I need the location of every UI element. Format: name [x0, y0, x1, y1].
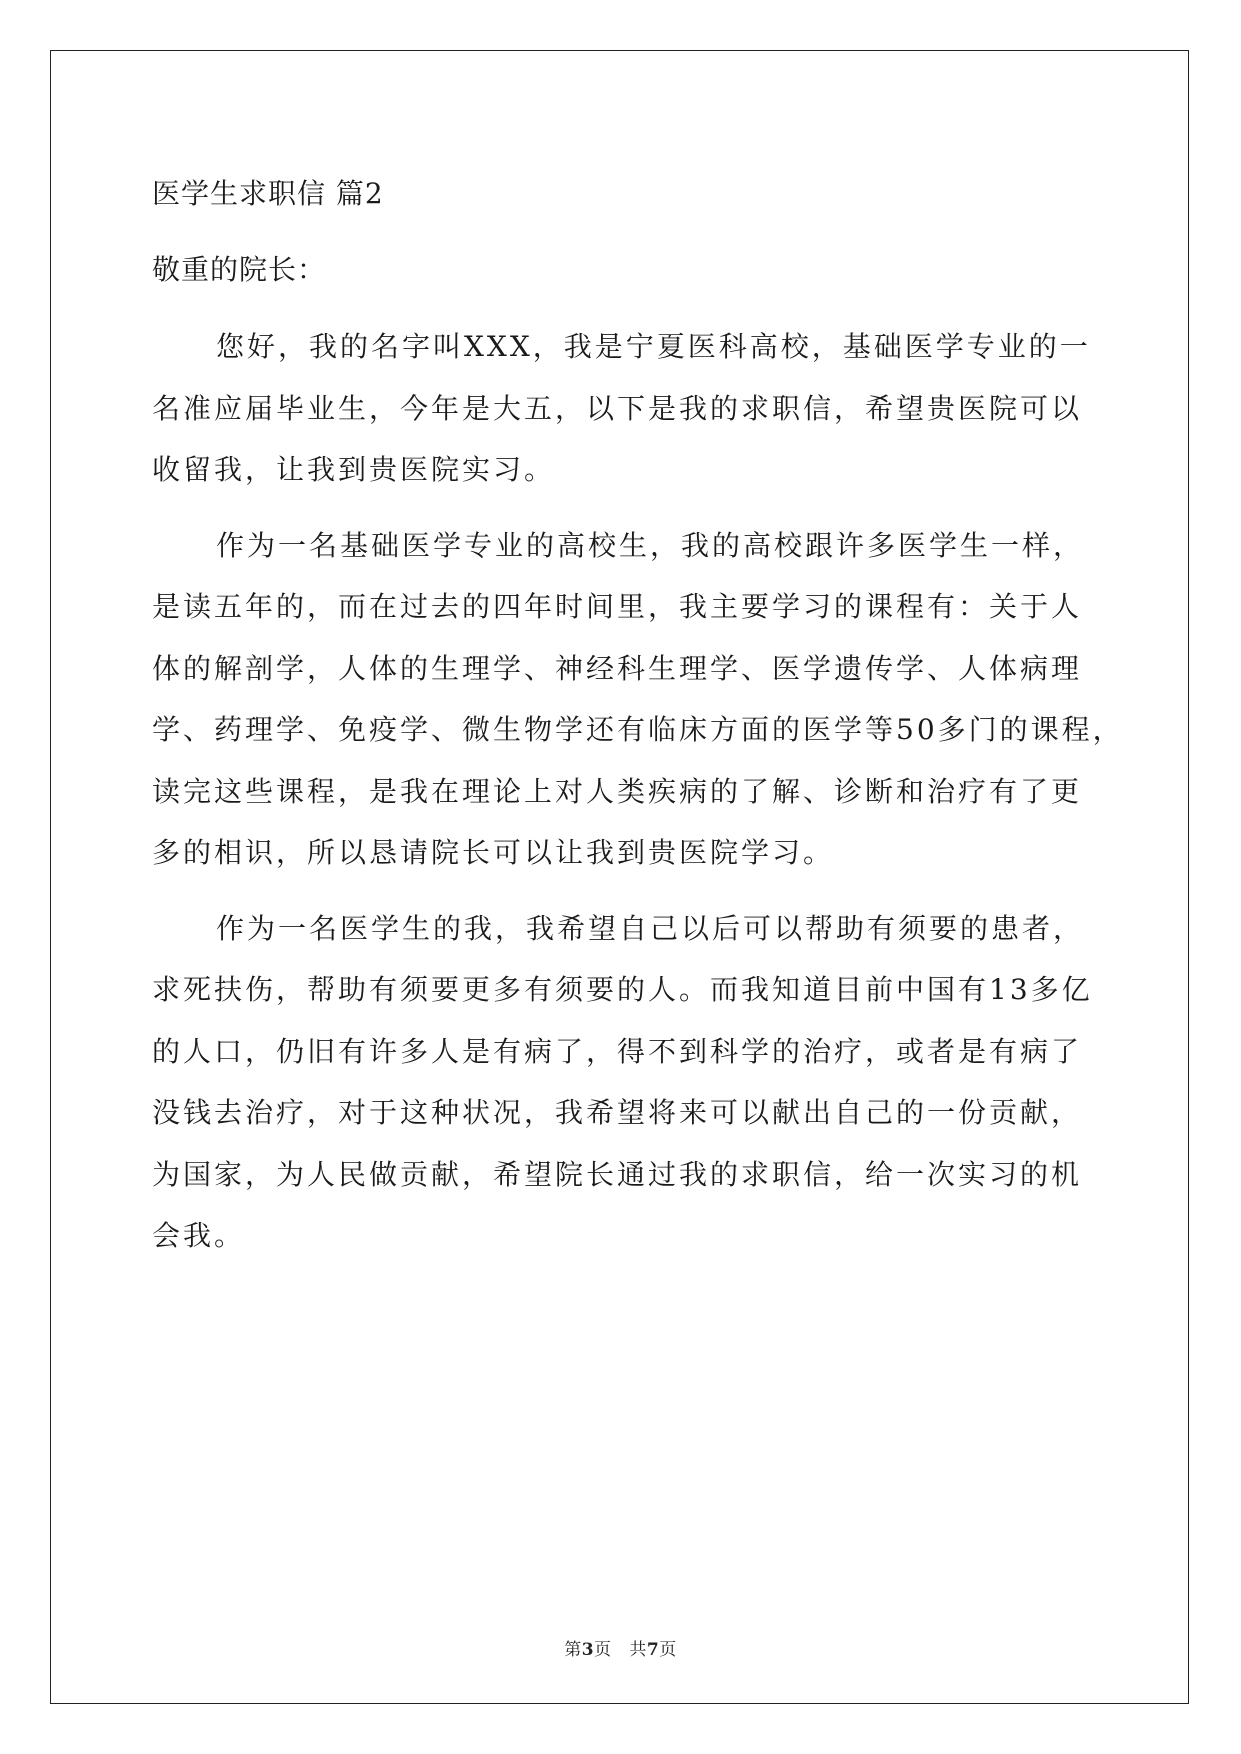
paragraph-line: 您好，我的名字叫XXX，我是宁夏医科高校，基础医学专业的一	[216, 330, 1091, 363]
paragraph-line: 读完这些课程，是我在理论上对人类疾病的了解、诊断和治疗有了更	[152, 774, 1083, 808]
paragraph-line: 学、药理学、免疫学、微生物学还有临床方面的医学等50多门的课程，	[152, 713, 1124, 746]
paragraph-line: 求死扶伤，帮助有须要更多有须要的人。而我知道目前中国有13多亿	[152, 973, 1093, 1006]
page-footer	[0, 1635, 1241, 1660]
paragraph-3	[152, 898, 1092, 1267]
paragraph-line: 是读五年的，而在过去的四年时间里，我主要学习的课程有：关于人	[152, 590, 1083, 623]
salutation: 敬重的院长：	[152, 253, 327, 286]
paragraph-line: 名准应届毕业生，今年是大五，以下是我的求职信，希望贵医院可以	[152, 391, 1083, 425]
paragraph-line: 多的相识，所以恳请院长可以让我到贵医院学习。	[152, 836, 835, 869]
footer-prefix: 第	[564, 1640, 582, 1660]
footer-total-pages: 7	[646, 1640, 660, 1660]
paragraph-line: 会我。	[152, 1219, 246, 1252]
document-body	[152, 162, 1124, 1267]
footer-total-prefix: 共	[629, 1640, 647, 1660]
paragraph-line: 的人口，仍旧有许多人是有病了，得不到科学的治疗，或者是有病了	[152, 1034, 1083, 1068]
paragraph-line: 没钱去治疗，对于这种状况，我希望将来可以献出自己的一份贡献，	[152, 1096, 1083, 1129]
footer-gap	[612, 1640, 630, 1660]
paragraph-line: 收留我，让我到贵医院实习。	[152, 453, 556, 486]
paragraph-2	[152, 515, 1124, 884]
footer-total-suffix: 页	[659, 1640, 677, 1660]
paragraph-1	[152, 316, 1092, 501]
footer-page-suffix: 页	[594, 1640, 612, 1660]
paragraph-line: 作为一名基础医学专业的高校生，我的高校跟许多医学生一样，	[216, 528, 1085, 562]
paragraph-line: 作为一名医学生的我，我希望自己以后可以帮助有须要的患者，	[216, 911, 1085, 945]
document-title: 医学生求职信 篇2	[152, 177, 384, 210]
footer-page-number: 3	[581, 1640, 595, 1660]
paragraph-line: 为国家，为人民做贡献，希望院长通过我的求职信，给一次实习的机	[152, 1157, 1083, 1191]
paragraph-line: 体的解剖学，人体的生理学、神经科生理学、医学遗传学、人体病理	[152, 651, 1083, 685]
